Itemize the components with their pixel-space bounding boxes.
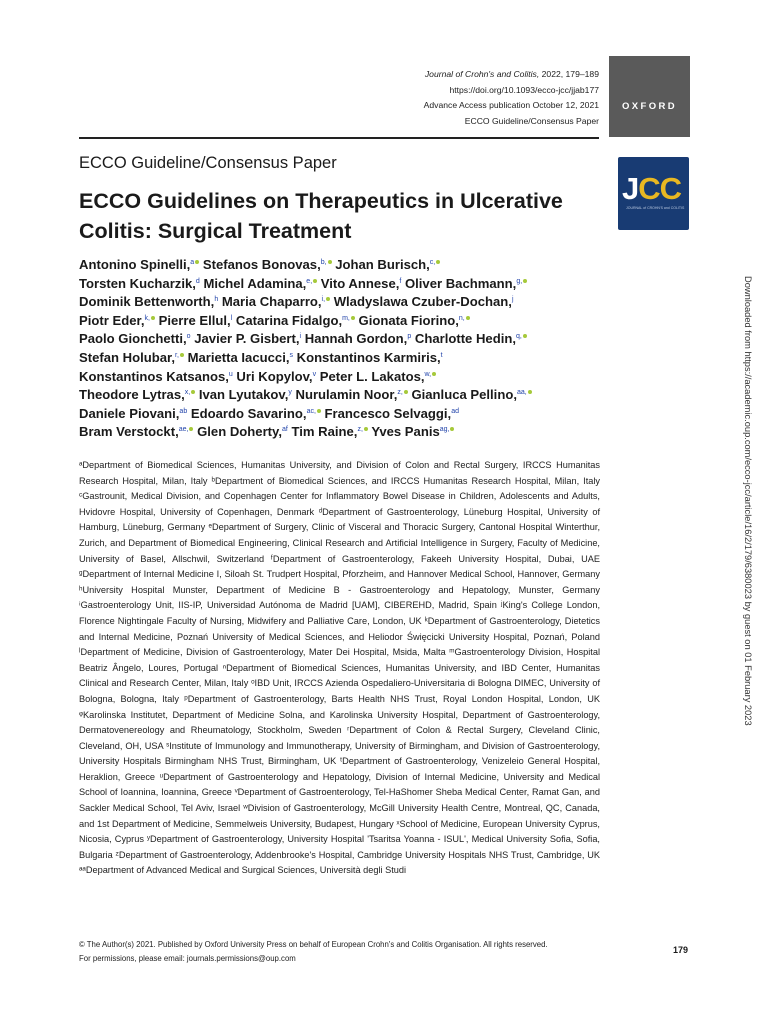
copyright-notice: © The Author(s) 2021. Published by Oxford University Press on behalf of European Crohn's and Colitis Organisation. All rights reserved. (79, 940, 548, 949)
author-name-text: Javier P. Gisbert, (194, 331, 300, 347)
author-name-text: Konstantinos Katsanos, (79, 368, 229, 384)
author-name-text: Francesco Selvaggi, (324, 405, 452, 421)
author-name-text: Johan Burisch, (335, 257, 430, 272)
jcc-journal-logo (618, 157, 689, 230)
orcid-icon[interactable] (523, 334, 527, 338)
doi-link[interactable]: https://doi.org/10.1093/ecco-jcc/jjab177 (449, 84, 599, 95)
author-name[interactable] (79, 350, 184, 365)
author-name[interactable] (320, 369, 436, 384)
affiliation-marker[interactable]: ag, (439, 426, 450, 434)
author-name-text: Paolo Gionchetti, (79, 331, 187, 347)
affiliation-marker[interactable]: j (511, 296, 514, 304)
affiliation-marker[interactable]: e, (306, 277, 313, 285)
permissions-notice: For permissions, please email: journals.permissions@oup.com (79, 953, 296, 963)
affiliation-marker[interactable]: af (281, 426, 288, 434)
author-name[interactable] (191, 406, 321, 421)
affiliation-marker[interactable]: aa, (516, 389, 527, 397)
download-watermark: Downloaded from https://academic.oup.com/ecco-jcc/article/16/2/179/6380023 by guest on 01 February 2023 (743, 276, 753, 726)
author-name-text: Gionata Fiorino, (358, 312, 459, 328)
author-name-text: Catarina Fidalgo, (235, 312, 343, 328)
author-name-text: Wladyslawa Czuber-Dochan, (333, 294, 512, 310)
author-name[interactable] (296, 387, 408, 402)
orcid-icon[interactable] (528, 390, 532, 394)
affiliation-marker[interactable]: m, (342, 314, 350, 322)
orcid-icon[interactable] (317, 409, 321, 413)
author-name-text: Oliver Bachmann, (404, 275, 517, 291)
affiliation-marker[interactable]: l (230, 314, 233, 322)
author-name[interactable] (222, 294, 330, 309)
affiliation-marker[interactable]: h (214, 296, 219, 304)
affiliation-marker[interactable]: p (407, 333, 412, 341)
affiliation-marker[interactable]: r, (175, 351, 179, 359)
affiliations: ᵃDepartment of Biomedical Sciences, Humanitas University, and Division of Colon and Rectal Surgery, IRCCS Humanitas Research Hospital, Milan, Italy ᵇDepartment of Biomedical Sciences, and IRCCS Humanitas Research Hospital, Milan, Italy ᶜGastrounit, Medical Division, and Copenhagen Center for Inflammatory Bowel Disease in Children, Adolescents and Adults, Hvidovre Hospital, University of Copenhagen, Denmark ᵈDepartment of Gastroenterology, Lüneburg Hospital, University of Hamburg, Lüneburg, Germany ᵉDepartment of Surgery, Clinic of Visceral and Thoracic Surgery, Cantonal Hospital Winterthur, Zurich, and Department of Biomedical Engineering, Clinical Research and Artificial Intelligence in Surgery, Faculty of Medicine, University of Basel, Allschwil, Switzerland ᶠDepartment of Gastroenterology, Fakeeh University Hospital, Dubai, UAE ᵍDepartment of Internal Medicine I, Siloah St. Trudpert Hospital, Pforzheim, and Hannover Medical School, Hannover, Germany ʰUniversity Hospital Munster, Department of Medicine B - Gastroenterology and Hepatology, Munster, Germany ⁱGastroenterology Unit, IIS-IP, Universidad Autónoma de Madrid [UAM], CIBEREHD, Madrid, Spain ʲKing's College London, Florence Nightingale Faculty of Nursing, Midwifery and Palliative Care, London, UK ᵏDepartment of Gastroenterology, Dietetics and Internal Medicine, Poznań University of Medical Sciences, and Heliodor Święcicki University Hospital, Poznań, Poland ˡDepartment of Medicine, Division of Gastroenterology, Mater Dei Hospital, Msida, Malta ᵐGastroenterology Division, Hospital Beatriz Ângelo, Loures, Portugal ⁿDepartment of Biomedical Sciences, Humanitas University, and IBD Center, Humanitas Clinical and Research Center, Milan, Italy ᵒIBD Unit, IRCCS Azienda Ospedaliero-Universitaria di Bologna DIMEC, University of Bologna, Bologna, Italy ᵖDepartment of Gastroenterology, Barts Health NHS Trust, Royal London Hospital, London, UK ᵠKarolinska Institutet, Department of Medicine Solna, and Karolinska University Hospital, Department of Gastroenterology, Dermatovenereology and Rheumatology, Stockholm, Sweden ʳDepartment of Colon & Rectal Surgery, Cleveland Clinic, Cleveland, OH, USA ˢInstitute of Immunology and Immunotherapy, University of Birmingham, and Division of Gastroenterology, University Hospitals Birmingham NHS Trust, Birmingham, UK ᵗDepartment of Gastroenterology, Venizeleio General Hospital, Heraklion, Greece ᵘDepartment of Gastroenterology and Hepatology, Division of Internal Medicine, University and Medical School of Ioannina, Ioannina, Greece ᵛDepartment of Gastroenterology, Tel-HaShomer Sheba Medical Center, Ramat Gan, and Sackler Medical School, Tel Aviv, Israel ʷDivision of Gastroenterology, McGill University Health Centre, Montreal, QC, Canada, and 1st Department of Medicine, Semmelweis University, Budapest, Hungary ˣSchool of Medicine, European University Cyprus, Nicosia, Cyprus ʸDepartment of Gastroenterology, University Hospital 'Tsaritsa Yoanna - ISUL', Medical University Sofia, Sofia, Bulgaria ᶻDepartment of Gastroenterology, Addenbrooke's Hospital, Cambridge University Hospitals NHS Trust, Cambridge, UK ᵃᵃDepartment of Advanced Medical and Surgical Sciences, Università degli Studi (79, 460, 600, 876)
author-name-text: Nurulamin Noor, (295, 387, 398, 403)
author-name-text: Konstantinos Karmiris, (296, 349, 441, 365)
author-name-text: Piotr Eder, (79, 312, 145, 328)
affiliation-marker[interactable]: ae, (178, 426, 189, 434)
affiliation-marker[interactable]: n, (458, 314, 465, 322)
affiliation-marker[interactable]: s (289, 351, 293, 359)
author-name-text: Pierre Ellul, (158, 312, 231, 328)
author-name[interactable] (79, 406, 187, 421)
affiliation-marker[interactable]: b, (320, 259, 327, 266)
affiliation-marker[interactable]: q, (515, 333, 522, 341)
author-name[interactable] (415, 331, 527, 346)
author-name-text: Bram Verstockt, (79, 424, 179, 440)
author-name-text: Stefanos Bonovas, (202, 257, 321, 272)
author-name[interactable] (321, 276, 402, 291)
orcid-icon[interactable] (351, 316, 355, 320)
affiliation-marker[interactable]: g, (516, 277, 523, 285)
author-name[interactable] (79, 313, 155, 328)
affiliation-marker[interactable]: t (440, 351, 443, 359)
affiliation-marker[interactable]: i (299, 333, 302, 341)
affiliation-marker[interactable]: z, (357, 426, 363, 434)
author-name-text: Marietta Iacucci, (187, 349, 290, 365)
affiliation-marker[interactable]: f (399, 277, 402, 285)
author-name-text: Michel Adamina, (203, 275, 307, 291)
orcid-icon[interactable] (436, 260, 440, 264)
advance-access-date: Advance Access publication October 12, 2021 (423, 100, 599, 110)
author-name[interactable] (203, 276, 317, 291)
section-label: ECCO Guideline/Consensus Paper (79, 154, 337, 172)
author-name[interactable] (79, 276, 200, 291)
author-name-text: Tim Raine, (291, 424, 358, 440)
affiliation-marker[interactable]: y (288, 389, 292, 397)
journal-header-meta (424, 67, 599, 129)
author-name[interactable] (203, 257, 332, 272)
author-name-text: Maria Chaparro, (221, 294, 322, 310)
orcid-icon[interactable] (328, 260, 332, 264)
author-name[interactable] (188, 350, 293, 365)
orcid-icon[interactable] (523, 279, 527, 283)
orcid-icon[interactable] (404, 390, 408, 394)
affiliation-marker[interactable]: w, (424, 370, 432, 378)
oxford-logo (609, 56, 690, 137)
author-name-text: Dominik Bettenworth, (79, 294, 215, 310)
author-name[interactable] (79, 257, 199, 272)
orcid-icon[interactable] (191, 390, 195, 394)
author-name-text: Uri Kopylov, (236, 368, 313, 384)
footer (79, 938, 548, 965)
oxford-logo-text: OXFORD (621, 101, 678, 112)
journal-citation: Journal of Crohn's and Colitis, 2022, 179–189 (424, 69, 599, 79)
affiliation-marker[interactable]: d (195, 277, 200, 285)
affiliation-marker[interactable]: x, (184, 389, 191, 397)
orcid-icon[interactable] (189, 427, 193, 431)
page-number: 179 (673, 945, 689, 955)
author-name-text: Gianluca Pellino, (411, 387, 517, 403)
jcc-logo-subtitle: JOURNAL of CROHN'S and COLITIS (626, 206, 685, 210)
author-name-text: Antonino Spinelli, (79, 257, 191, 272)
author-name-text: Hannah Gordon, (304, 331, 408, 347)
author-name-text: Ivan Lyutakov, (198, 387, 289, 403)
affiliation-marker[interactable]: o (186, 333, 191, 341)
orcid-icon[interactable] (450, 427, 454, 431)
author-name[interactable] (194, 331, 301, 346)
author-list (79, 256, 604, 442)
author-name[interactable] (325, 406, 459, 421)
author-name[interactable] (236, 369, 316, 384)
author-name[interactable] (297, 350, 443, 365)
author-name[interactable] (359, 313, 470, 328)
author-name-text: Vito Annese, (320, 275, 400, 291)
orcid-icon[interactable] (180, 353, 184, 357)
article-title: ECCO Guidelines on Therapeutics in Ulcerative Colitis: Surgical Treatment (79, 189, 563, 243)
author-name[interactable] (335, 257, 440, 272)
affiliation-marker[interactable]: v (312, 370, 317, 378)
author-name[interactable] (236, 313, 355, 328)
author-name-text: Edoardo Savarino, (190, 405, 307, 421)
author-name[interactable] (79, 331, 191, 346)
author-name[interactable] (197, 424, 288, 439)
article-type: ECCO Guideline/Consensus Paper (464, 115, 599, 126)
author-name-text: Peter L. Lakatos, (319, 368, 425, 384)
orcid-icon[interactable] (326, 297, 330, 301)
affiliation-marker[interactable]: z, (397, 389, 403, 397)
author-name[interactable] (305, 331, 411, 346)
author-name[interactable] (79, 387, 195, 402)
author-name[interactable] (411, 387, 531, 402)
affiliation-marker[interactable]: a (190, 259, 195, 266)
author-name[interactable] (79, 294, 218, 309)
jcc-logo-text: JCC (622, 171, 682, 206)
author-name-text: Glen Doherty, (197, 424, 282, 440)
author-name[interactable] (405, 276, 527, 291)
author-name-text: Yves Panis (371, 424, 440, 440)
author-name-text: Torsten Kucharzik, (79, 275, 196, 291)
author-name[interactable] (199, 387, 292, 402)
orcid-icon[interactable] (432, 372, 436, 376)
affiliation-marker[interactable]: u (228, 370, 233, 378)
orcid-icon[interactable] (195, 260, 199, 264)
author-name-text: Charlotte Hedin, (414, 331, 516, 347)
orcid-icon[interactable] (364, 427, 368, 431)
affiliation-marker[interactable]: i, (321, 296, 326, 304)
author-name-text: Daniele Piovani, (79, 405, 180, 421)
author-name[interactable] (291, 424, 367, 439)
affiliation-marker[interactable]: ad (451, 407, 459, 415)
author-name[interactable] (79, 424, 193, 439)
author-name[interactable] (79, 369, 233, 384)
author-name[interactable] (159, 313, 233, 328)
author-name-text: Stefan Holubar, (79, 349, 176, 365)
orcid-icon[interactable] (466, 316, 470, 320)
affiliation-marker[interactable]: c, (429, 259, 436, 266)
affiliation-marker[interactable]: ab (179, 407, 188, 415)
affiliation-marker[interactable]: k, (144, 314, 150, 322)
orcid-icon[interactable] (151, 316, 155, 320)
affiliation-marker[interactable]: ac, (306, 407, 316, 415)
author-name[interactable] (371, 424, 454, 439)
orcid-icon[interactable] (313, 279, 317, 283)
author-name[interactable] (334, 294, 514, 309)
author-name-text: Theodore Lytras, (79, 387, 185, 403)
header-rule (79, 137, 599, 139)
